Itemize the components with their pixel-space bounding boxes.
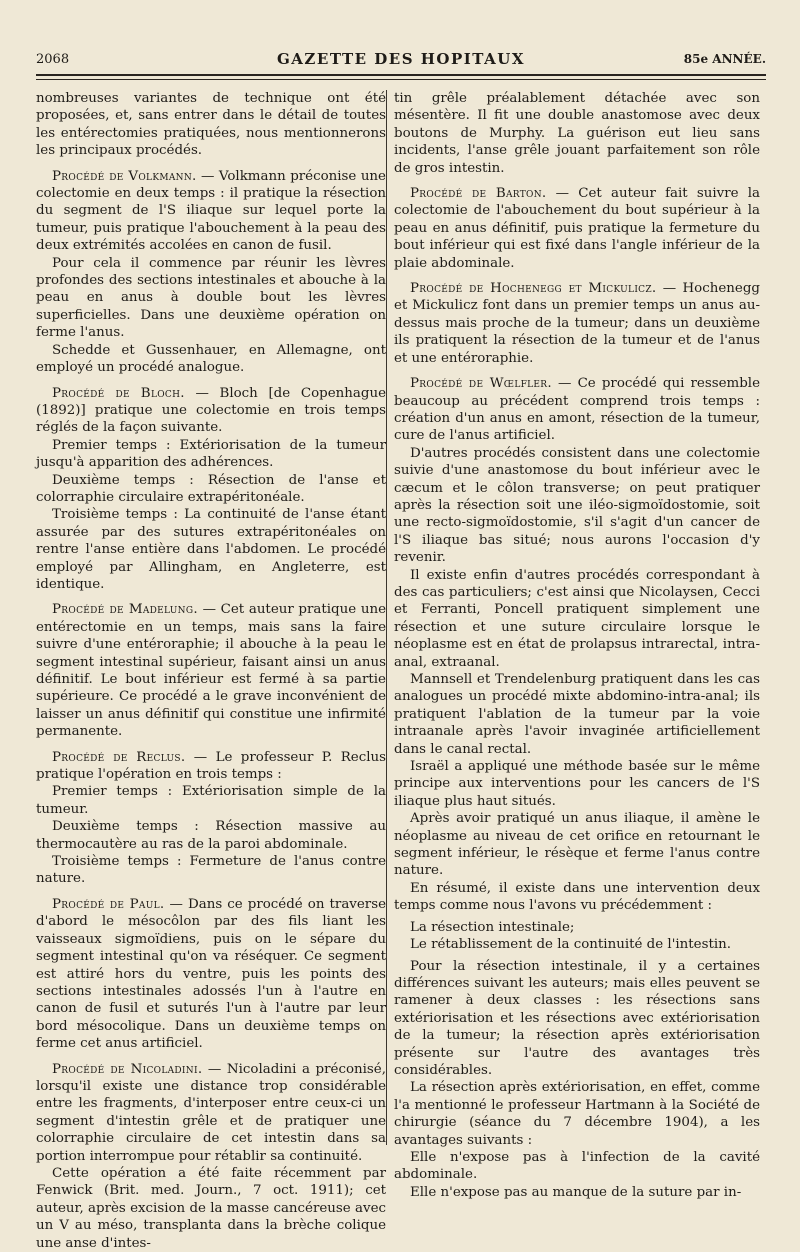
section-text: — Le professeur P. Reclus pratique l'opération en trois temps : [36, 749, 386, 783]
left-column [36, 90, 386, 1252]
body-paragraph: D'autres procédés consistent dans une colectomie suivie d'une anastomose du bout inférieur avec le cæcum et le côlon transverse; on peut pratiquer après la résection soit une iléo-sigmoïdostomie, soit une recto-sigmoïdostomie, s'il s'agit d'un cancer de l'S iliaque bas situé; nous aurons l'occasion d'y revenir. [394, 445, 760, 566]
section-paragraph [36, 601, 386, 740]
section-text: — Bloch [de Copenhague (1892)] pratique une colectomie en trois temps réglés de la façon suivante. [36, 385, 386, 436]
section-text: — Nicoladini a préconisé, lorsqu'il existe une distance trop considérable entre les fragments, d'interposer entre ceux-ci un segment d'intestin grêle et de pratiquer une colorraphie circulaire de cet intestin dans sa portion interrompue pour rétablir sa continuité. [36, 1061, 386, 1164]
body-paragraph: Mannsell et Trendelenburg pratiquent dans les cas analogues un procédé mixte abdomino-intra-anal; ils pratiquent l'ablation de la tumeur par la voie intraanale après l'avoir invaginée artificiellement dans le canal rectal. [394, 672, 760, 757]
list-paragraph: Pour la résection intestinale, il y a certaines différences suivant les auteurs; mais elles peuvent se ramener à deux classes : les résections sans extériorisation et les résections avec extériorisation de la tumeur; la résection après extériorisation présente sur l'autre des avantages très considérables. [394, 958, 760, 1078]
body-paragraph: Israël a appliqué une méthode basée sur le même principe aux interventions pour les cancers de l'S iliaque plus haut situés. [394, 759, 760, 809]
section-paragraph [394, 375, 760, 445]
page-header [36, 50, 766, 72]
body-paragraph: Premier temps : Extériorisation de la tumeur jusqu'à apparition des adhérences. [36, 437, 386, 471]
volume-year: 85e ANNÉE. [683, 52, 766, 66]
body-paragraph: Deuxième temps : Résection de l'anse et colorraphie circulaire extrapéritonéale. [36, 472, 386, 505]
section-paragraph [36, 749, 386, 784]
body-paragraph: Schedde et Gussenhauer, en Allemagne, ont employé un procédé analogue. [36, 342, 386, 376]
body-paragraph: Après avoir pratiqué un anus iliaque, il amène le néoplasme au niveau de cet orifice en retournant le segment inférieur, le résèque et ferme l'anus contre nature. [394, 811, 760, 879]
section-heading: Procédé de Nicoladini. [52, 1061, 203, 1077]
journal-title: GAZETTE DES HOPITAUX [276, 50, 525, 68]
section-paragraph [36, 168, 386, 255]
body-paragraph: Deuxième temps : Résection massive au thermocautère au ras de la paroi abdominale. [36, 819, 386, 852]
section-paragraph [36, 1061, 386, 1165]
section-text: — Dans ce procédé on traverse d'abord le mésocôlon par des fils liant les vaisseaux sigmoïdiens, puis on le sépare du segment intestinal qu'on va réséquer. Ce segment est attiré hors du ventre, puis les points des sections intestinales adossés l'un à l'autre en canon de fusil et suturés l'un à l'autre par leur bord mésocolique. Dans un deuxième temps on ferme cet anus artificiel. [36, 896, 386, 1052]
body-paragraph: Cette opération a été faite récemment par Fenwick (Brit. med. Journ., 7 oct. 1911); cet auteur, après excision de la masse cancéreuse avec un V au méso, transplanta dans la brèche colique une anse d'intes- [36, 1165, 386, 1251]
body-paragraph: tin grêle préalablement détachée avec son mésentère. Il fit une double anastomose avec deux boutons de Murphy. La guérison eut lieu sans incidents, l'anse grêle jouant parfaitement son rôle de gros intestin. [394, 91, 760, 176]
section-heading: Procédé de Bloch. [52, 385, 185, 401]
right-column [394, 90, 760, 1201]
section-text: — Cet auteur fait suivre la colectomie de l'abouchement du bout supérieur à la peau en anus définitif, puis pratique la fermeture du bout inférieur qui est fixé dans l'angle inférieur de la plaie abdominale. [394, 186, 761, 271]
section-paragraph [394, 185, 760, 272]
section-heading: Procédé de Paul. [52, 896, 165, 912]
section-paragraph [36, 385, 386, 437]
section-paragraph [36, 896, 386, 1053]
section-text: — Volkmann préconise une colectomie en deux temps : il pratique la résection du segment de l'S iliaque sur lequel porte la tumeur, puis pratique l'abouchement à la peau des deux extrémités accolées en canon de fusil. [36, 168, 386, 254]
page-number: 2068 [36, 52, 70, 67]
body-paragraph: Le rétablissement de la continuité de l'intestin. [410, 937, 732, 953]
section-text: — Hochenegg et Mickulicz font dans un premier temps un anus au-dessus mais proche de la tumeur; dans un deuxième ils pratiquent la résection de la tumeur et de l'anus et une entéroraphie. [394, 281, 760, 366]
body-paragraph: Elle n'expose pas au manque de la suture par in- [410, 1184, 742, 1200]
body-paragraph: Elle n'expose pas à l'infection de la cavité abdominale. [394, 1149, 760, 1183]
body-paragraph: La résection après extériorisation, en effet, comme l'a mentionné le professeur Hartmann à la Société de chirurgie (séance du 7 décembre 1904), a les avantages suivants : [394, 1080, 760, 1148]
section-heading: Procédé de Barton. [410, 186, 547, 202]
body-paragraph: Premier temps : Extériorisation simple de la tumeur. [36, 784, 386, 817]
body-paragraph: Troisième temps : La continuité de l'anse étant assurée par des sutures extrapéritonéales on rentre l'anse entière dans l'abdomen. Le procédé employé par Allingham, en Angleterre, est identique. [36, 507, 386, 592]
section-heading: Procédé de Reclus. [52, 749, 186, 765]
header-rule-thick [36, 74, 766, 76]
body-paragraph: Pour cela il commence par réunir les lèvres profondes des sections intestinales et abouche à la peau en anus à double bout les lèvres superficielles. Dans une deuxième opération on ferme l'anus. [36, 255, 386, 341]
section-heading: Procédé de Wœlfler. [410, 376, 552, 392]
section-text: — Ce procédé qui ressemble beaucoup au précédent comprend trois temps : création d'un anus en amont, résection de la tumeur, cure de l'anus artificiel. [394, 376, 760, 444]
list-paragraph: La résection intestinale; [410, 919, 575, 935]
section-heading: Procédé de Madelung. [52, 602, 198, 618]
body-paragraph: Troisième temps : Fermeture de l'anus contre nature. [36, 854, 386, 887]
body-paragraph: nombreuses variantes de technique ont été proposées, et, sans entrer dans le détail de toutes les entérectomies pratiquées, nous mentionnerons les principaux procédés. [36, 91, 386, 159]
section-heading: Procédé de Volkmann. [52, 168, 197, 184]
body-paragraph: Il existe enfin d'autres procédés correspondant à des cas particuliers; c'est ainsi que Nicolaysen, Cecci et Ferranti, Poncell pratiquent simplement une résection et une suture circulaire lorsque le néoplasme est en état de prolapsus intrarectal, intra-anal, extraanal. [394, 567, 760, 670]
body-paragraph: En résumé, il existe dans une intervention deux temps comme nous l'avons vu précédemment : [394, 880, 760, 914]
section-heading: Procédé de Hochenegg et Mickulicz. [410, 281, 657, 297]
column-divider [386, 90, 387, 1145]
header-rule-thin [36, 79, 766, 80]
section-paragraph [394, 280, 760, 367]
section-text: — Cet auteur pratique une entérectomie en un temps, mais sans la faire suivre d'une entéroraphie; il abouche à la peau le segment intestinal supérieur, faisant ainsi un anus définitif. Le bout inférieur est fermé à sa partie supérieure. Ce procédé a le grave inconvénient de laisser un anus définitif qui constitue une infirmité permanente. [36, 602, 387, 740]
